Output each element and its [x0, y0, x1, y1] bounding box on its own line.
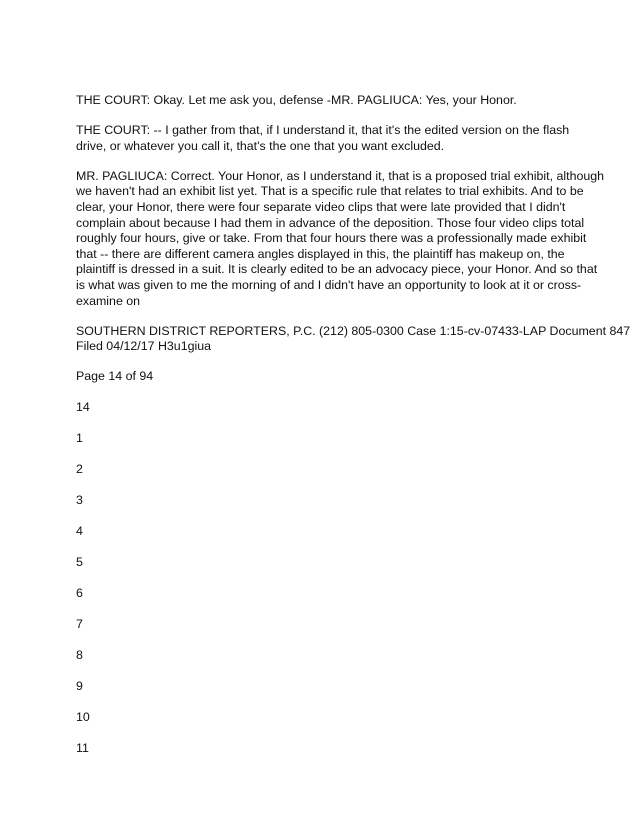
line-number: 6 — [76, 585, 83, 600]
paragraph-line: drive, or whatever you call it, that's the one that you want excluded. — [76, 138, 445, 153]
line-number: 14 — [76, 399, 90, 414]
line-number-list — [76, 400, 576, 772]
line-number: 3 — [76, 492, 83, 507]
paragraph-line: clear, your Honor, there were four separate video clips that were late provided that I didn't — [76, 199, 566, 214]
line-number: 7 — [76, 616, 83, 631]
line-number: 11 — [76, 740, 89, 755]
line-number: 2 — [76, 461, 83, 476]
line-number: 9 — [76, 678, 83, 693]
paragraph-line: is what was given to me the morning of and I didn't have an opportunity to look at it or cross- — [76, 277, 582, 292]
line-number: 1 — [76, 430, 83, 445]
paragraph-line: plaintiff is dressed in a suit. It is clearly edited to be an advocacy piece, your Honor. And so that — [76, 262, 598, 277]
paragraph-line: we haven't had an exhibit list yet. That is a specific rule that relates to trial exhibits. And to be — [76, 184, 584, 199]
footer-line: Filed 04/12/17 H3u1giua — [76, 339, 212, 354]
paragraph-line: THE COURT: -- I gather from that, if I understand it, that it's the edited version on the flash — [76, 123, 570, 138]
line-number: 10 — [76, 709, 90, 724]
transcript-paragraph-3 — [76, 168, 605, 309]
transcript-content — [76, 93, 631, 772]
paragraph-line: that -- there are different camera angles displayed in this, the plaintiff has makeup on, the — [76, 246, 565, 261]
paragraph-line: THE COURT: Okay. Let me ask you, defense -MR. PAGLIUCA: Yes, your Honor. — [76, 93, 517, 107]
line-number: 5 — [76, 554, 83, 569]
footer-line: SOUTHERN DISTRICT REPORTERS, P.C. (212) 805-0300 Case 1:15-cv-07433-LAP Document 847 — [76, 323, 631, 338]
transcript-paragraph-2 — [76, 123, 576, 154]
line-number: 4 — [76, 523, 83, 538]
reporter-footer — [76, 323, 631, 355]
paragraph-line: MR. PAGLIUCA: Correct. Your Honor, as I understand it, that is a proposed trial exhibit, although — [76, 168, 605, 183]
page-number: Page 14 of 94 — [76, 369, 154, 384]
paragraph-line: examine on — [76, 293, 141, 308]
line-number: 8 — [76, 647, 83, 662]
transcript-paragraph-1 — [76, 93, 576, 109]
paragraph-line: complain about because I had them in advance of the deposition. Those four video clips total — [76, 215, 585, 230]
paragraph-line: roughly four hours, give or take. From that four hours there was a professionally made exhibit — [76, 231, 587, 246]
